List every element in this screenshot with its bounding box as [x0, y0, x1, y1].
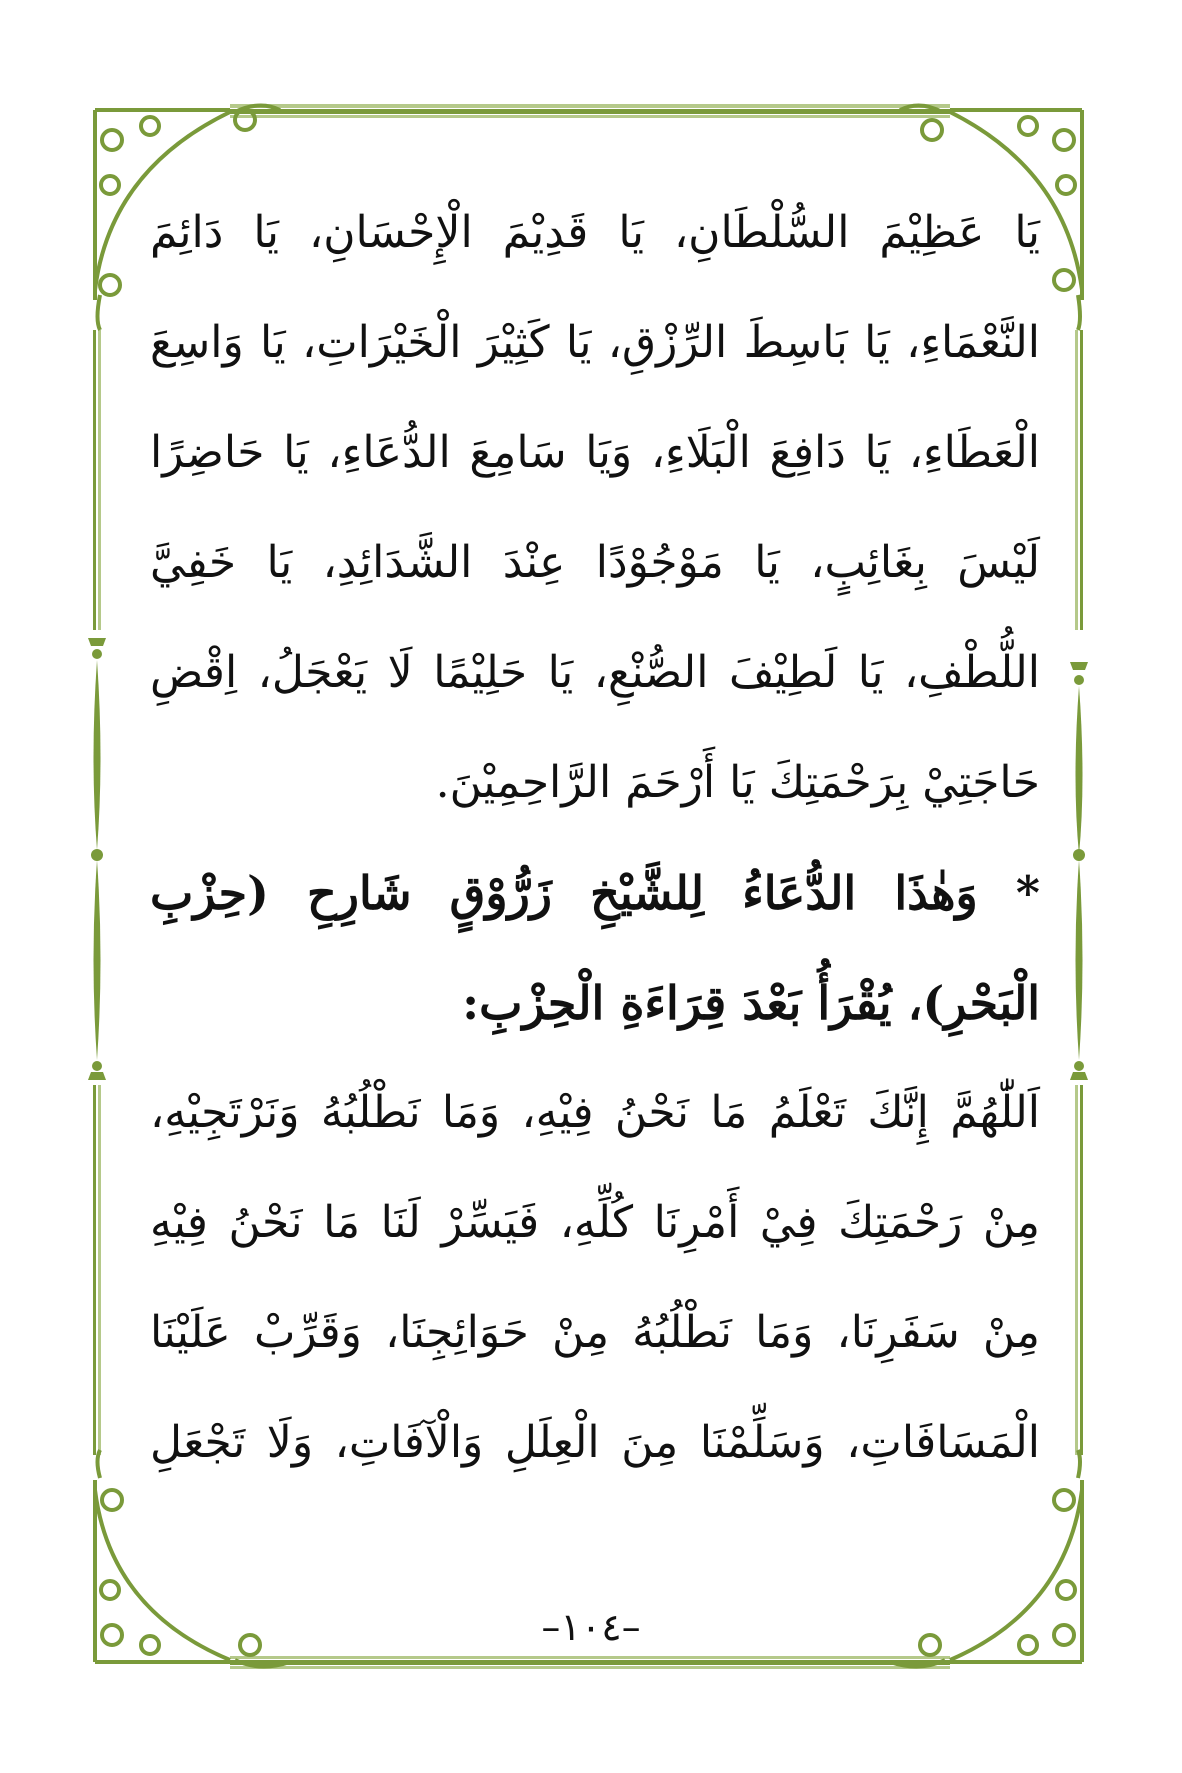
frame-top-rule: [230, 104, 950, 118]
text-line: مِنْ سَفَرِنَا، وَمَا نَطْلُبُهُ مِنْ حَوَائِجِنَا، وَقَرِّبْ عَلَيْنَا: [150, 1307, 1040, 1358]
prayer-text-body: [150, 178, 1040, 1498]
text-line: النَّعْمَاءِ، يَا بَاسِطَ الرِّزْقِ، يَا كَثِيْرَ الْخَيْرَاتِ، يَا وَاسِعَ: [150, 317, 1040, 368]
text-line: اَللّٰهُمَّ إِنَّكَ تَعْلَمُ مَا نَحْنُ فِيْهِ، وَمَا نَطْلُبُهُ وَنَرْتَجِيْهِ،: [150, 1087, 1040, 1138]
text-line: يَا عَظِيْمَ السُّلْطَانِ، يَا قَدِيْمَ الْإِحْسَانِ، يَا دَائِمَ: [150, 207, 1040, 258]
section-heading-line: الْبَحْرِ)، يُقْرَأُ بَعْدَ قِرَاءَةِ الْحِزْبِ:: [462, 976, 1040, 1030]
text-line: مِنْ رَحْمَتِكَ فِيْ أَمْرِنَا كُلِّهِ، فَيَسِّرْ لَنَا مَا نَحْنُ فِيْهِ: [150, 1197, 1040, 1248]
text-line: اللُّطْفِ، يَا لَطِيْفَ الصُّنْعِ، يَا حَلِيْمًا لَا يَعْجَلُ، اِقْضِ: [150, 647, 1040, 698]
text-line: الْمَسَافَاتِ، وَسَلِّمْنَا مِنَ الْعِلَلِ وَالْآفَاتِ، وَلَا تَجْعَلِ: [150, 1417, 1040, 1468]
section-heading-line: * وَهٰذَا الدُّعَاءُ لِلشَّيْخِ زَرُّوْقٍ شَارِحِ (حِزْبِ: [150, 866, 1040, 920]
frame-left-rail: [88, 330, 106, 1455]
frame-right-rail: [1070, 330, 1088, 1455]
page-number: –١٠٤–: [541, 1605, 641, 1649]
text-line: لَيْسَ بِغَائِبٍ، يَا مَوْجُوْدًا عِنْدَ الشَّدَائِدِ، يَا خَفِيَّ: [150, 537, 1040, 588]
text-line: حَاجَتِيْ بِرَحْمَتِكَ يَا أَرْحَمَ الرَّاحِمِيْنَ.: [435, 757, 1040, 808]
frame-bottom-rule: [230, 1656, 950, 1669]
text-line: الْعَطَاءِ، يَا دَافِعَ الْبَلَاءِ، وَيَا سَامِعَ الدُّعَاءِ، يَا حَاضِرًا: [150, 427, 1040, 478]
